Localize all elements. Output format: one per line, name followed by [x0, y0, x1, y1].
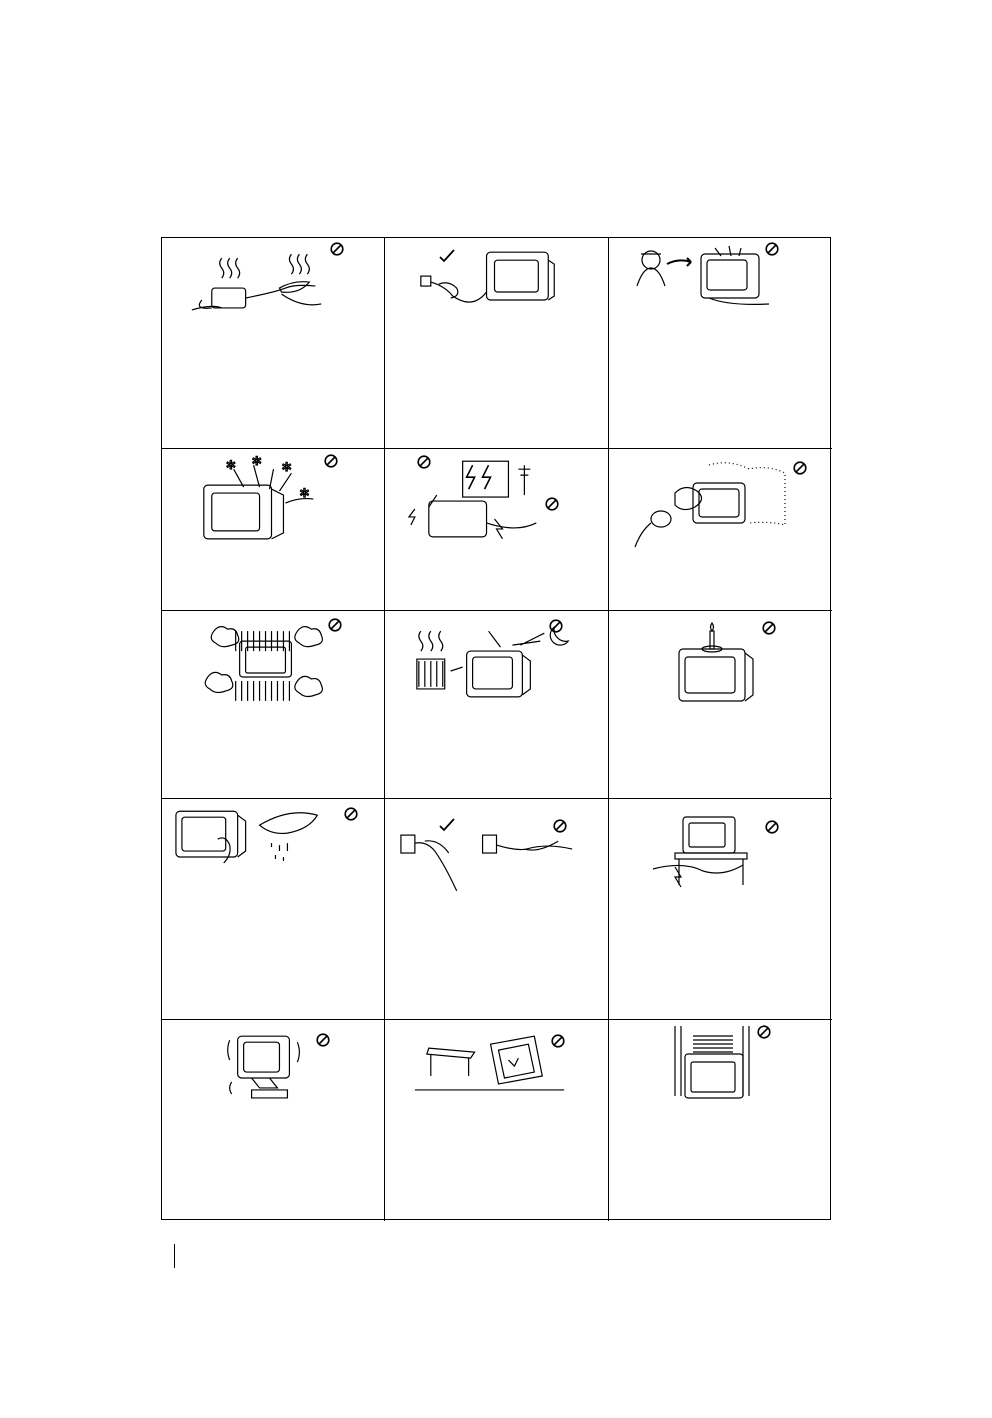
check-icon: [439, 818, 455, 832]
illustration-cell-objects-on-top: [609, 1020, 832, 1221]
safety-illustration-grid: [161, 237, 831, 1220]
cord-under-stand-illustration: [609, 799, 832, 919]
illustration-cell-blocked-ventilation: [162, 611, 385, 799]
prohibition-icon: [551, 1034, 565, 1048]
prohibition-icon: [316, 1033, 330, 1047]
blocked-ventilation-illustration: [162, 611, 384, 731]
service-technician-illustration: [609, 238, 832, 358]
objects-on-top-illustration: [609, 1020, 832, 1140]
falling-off-table-illustration: [385, 1020, 608, 1140]
prohibition-icon: [553, 819, 567, 833]
illustration-cell-objects-into-vents: [162, 449, 385, 611]
prohibition-icon: [545, 497, 559, 511]
prohibition-icon: [328, 618, 342, 632]
prohibition-icon: [344, 807, 358, 821]
illustration-cell-overloaded-outlet: [162, 238, 385, 449]
prohibition-icon: [324, 454, 338, 468]
svg-text:✲: ✲: [225, 458, 236, 473]
prohibition-icon: [765, 820, 779, 834]
prohibition-icon: [417, 455, 431, 469]
unplug-tv-illustration: [385, 238, 608, 358]
prohibition-icon: [757, 1025, 771, 1039]
prohibition-icon: [330, 242, 344, 256]
prohibition-icon: [762, 621, 776, 635]
svg-text:✲: ✲: [251, 454, 262, 469]
illustration-cell-unstable-placement: [162, 1020, 385, 1221]
illustration-cell-wet-cleaning: [162, 799, 385, 1020]
illustration-cell-candle: [609, 611, 832, 799]
illustration-cell-falling-off-table: [385, 1020, 609, 1221]
illustration-cell-heat-sources: [385, 611, 609, 799]
prohibition-icon: [765, 242, 779, 256]
illustration-cell-lightning-storm: [385, 449, 609, 611]
page-margin-rule: [174, 1244, 175, 1268]
unstable-placement-illustration: [162, 1020, 384, 1140]
pull-plug-illustration: [385, 799, 608, 919]
objects-into-vents-illustration: [162, 449, 384, 569]
svg-text:✲: ✲: [281, 460, 292, 475]
prohibition-icon: [549, 619, 563, 633]
illustration-cell-cord-under-stand: [609, 799, 832, 1020]
overloaded-outlet-illustration: [162, 238, 384, 358]
prohibition-icon: [793, 461, 807, 475]
illustration-cell-unplug-tv: [385, 238, 609, 449]
candle-illustration: [609, 611, 832, 731]
check-icon: [439, 249, 455, 263]
illustration-cell-pull-plug: [385, 799, 609, 1020]
illustration-cell-steam-humidity: [609, 449, 832, 611]
illustration-cell-service-technician: [609, 238, 832, 449]
svg-text:✲: ✲: [299, 486, 310, 501]
heat-sources-illustration: [385, 611, 608, 731]
